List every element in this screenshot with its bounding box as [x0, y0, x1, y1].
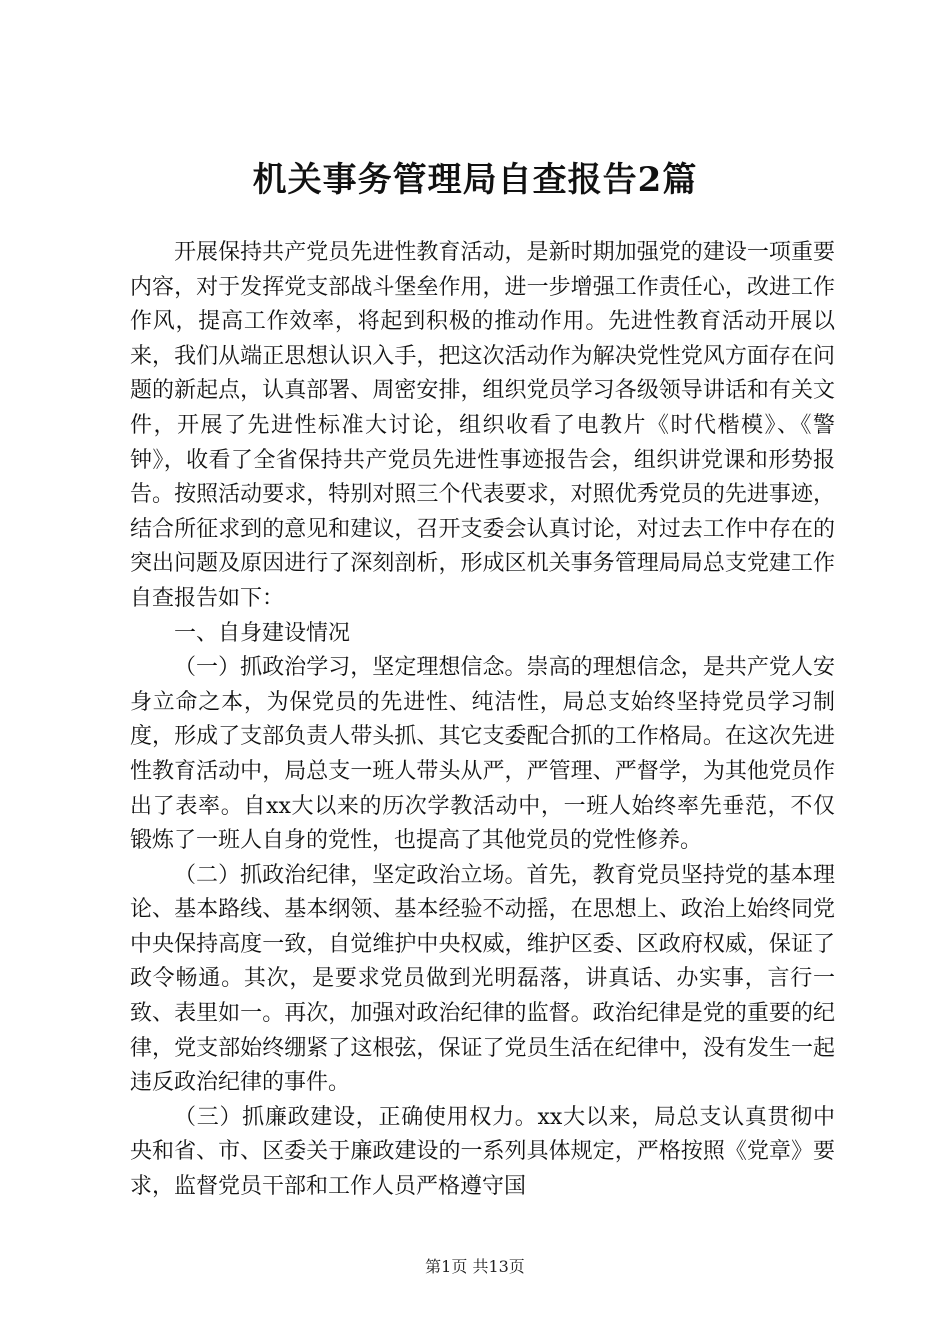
paragraph-political-discipline: （二）抓政治纪律，坚定政治立场。首先，教育党员坚持党的基本理论、基本路线、基本纲领、基本经验不动摇，在思想上、政治上始终同党中央保持高度一致，自觉维护中央权威，维护区委、区政府权威，保证了政令畅通。其次，是要求党员做到光明磊落，讲真话、办实事，言行一致、表里如一。再次，加强对政治纪律的监督。政治纪律是党的重要的纪律，党支部始终绷紧了这根弦，保证了党员生活在纪律中，没有发生一起违反政治纪律的事件。 [130, 862, 835, 1096]
paragraph-integrity: （三）抓廉政建设，正确使用权力。xx大以来，局总支认真贯彻中央和省、市、区委关于廉政建设的一系列具体规定，严格按照《党章》要求，监督党员干部和工作人员严格遵守国 [130, 1104, 835, 1200]
paragraph-political-study: （一）抓政治学习，坚定理想信念。崇高的理想信念，是共产党人安身立命之本，为保党员的先进性、纯洁性，局总支始终坚持党员学习制度，形成了支部负责人带头抓、其它支委配合抓的工作格局。在这次先进性教育活动中，局总支一班人带头从严，严管理、严督学，为其他党员作出了表率。自xx大以来的历次学教活动中，一班人始终率先垂范，不仅锻炼了一班人自身的党性，也提高了其他党员的党性修养。 [130, 655, 835, 854]
document-body [130, 236, 835, 1205]
page-footer: 第1页 共13页 [425, 1257, 525, 1276]
document-title: 机关事务管理局自查报告2篇 [252, 160, 698, 200]
section-heading-1: 一、自身建设情况 [174, 620, 351, 646]
paragraph-intro: 开展保持共产党员先进性教育活动，是新时期加强党的建设一项重要内容，对于发挥党支部战斗堡垒作用，进一步增强工作责任心，改进工作作风，提高工作效率，将起到积极的推动作用。先进性教育活动开展以来，我们从端正思想认识入手，把这次活动作为解决党性党风方面存在问题的新起点，认真部署、周密安排，组织党员学习各级领导讲话和有关文件，开展了先进性标准大讨论，组织收看了电教片《时代楷模》、《警钟》，收看了全省保持共产党员先进性事迹报告会，组织讲党课和形势报告。按照活动要求，特别对照三个代表要求，对照优秀党员的先进事迹，结合所征求到的意见和建议，召开支委会认真讨论，对过去工作中存在的突出问题及原因进行了深刻剖析，形成区机关事务管理局局总支党建工作自查报告如下： [130, 240, 835, 611]
